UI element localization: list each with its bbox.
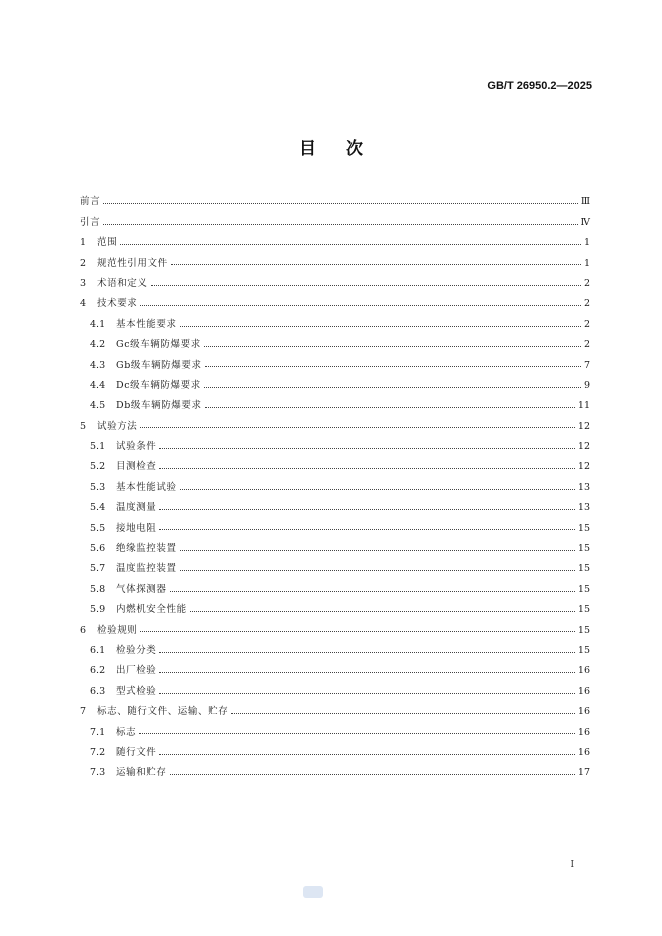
toc-entry-page: 1 <box>583 237 590 249</box>
toc-entry-page: 16 <box>577 665 590 677</box>
toc-entry[interactable] <box>80 514 590 534</box>
toc-entry-label: Gb级车辆防爆要求 <box>116 359 202 371</box>
toc-entry-page: 12 <box>577 441 590 453</box>
toc-entry-number: 5.5 <box>90 522 106 534</box>
toc-entry[interactable] <box>80 412 590 432</box>
toc-entry[interactable] <box>80 677 590 697</box>
toc-entry-number: 5.8 <box>90 583 106 595</box>
toc-entry-page: 2 <box>583 339 590 351</box>
dot-leader <box>120 235 581 245</box>
dot-leader <box>159 439 575 449</box>
toc-entry-page: 15 <box>577 522 590 534</box>
toc-entry-page: 2 <box>583 318 590 330</box>
dot-leader <box>140 296 581 306</box>
toc-entry-page: 17 <box>577 767 590 779</box>
toc-entry-label: 前言 <box>80 196 101 208</box>
dot-leader <box>231 704 575 714</box>
toc-entry-label: 型式检验 <box>116 685 157 697</box>
toc-entry[interactable] <box>80 535 590 555</box>
toc-entry-number: 1 <box>80 237 87 249</box>
watermark-logo <box>303 886 323 898</box>
toc-entry[interactable] <box>80 372 590 392</box>
toc-entry[interactable] <box>80 290 590 310</box>
toc-entry-label: 温度测量 <box>116 502 157 514</box>
toc-entry-label: 技术要求 <box>97 298 138 310</box>
toc-entry-number: 5.1 <box>90 441 106 453</box>
toc-entry[interactable] <box>80 555 590 575</box>
toc-entry-number: 3 <box>80 277 87 289</box>
toc-entry-label: 术语和定义 <box>97 277 148 289</box>
toc-entry[interactable] <box>80 392 590 412</box>
toc-entry-page: 16 <box>577 746 590 758</box>
toc-entry-label: 标志、随行文件、运输、贮存 <box>97 706 229 718</box>
toc-entry[interactable] <box>80 473 590 493</box>
toc-entry-number: 7.2 <box>90 746 106 758</box>
toc-entry[interactable] <box>80 616 590 636</box>
toc-entry-page: 1 <box>583 257 590 269</box>
toc-entry[interactable] <box>80 718 590 738</box>
toc-entry[interactable] <box>80 433 590 453</box>
dot-leader <box>140 622 575 632</box>
toc-entry-number: 6.3 <box>90 685 106 697</box>
toc-entry-number: 4.2 <box>90 339 106 351</box>
dot-leader <box>159 520 575 530</box>
toc-entry-label: 引言 <box>80 216 101 228</box>
toc-entry-number: 6.2 <box>90 665 106 677</box>
toc-entry-page: 15 <box>577 543 590 555</box>
toc-entry[interactable] <box>80 229 590 249</box>
dot-leader <box>170 582 575 592</box>
dot-leader <box>180 480 575 490</box>
dot-leader <box>170 765 575 775</box>
dot-leader <box>151 276 581 286</box>
toc-entry-number: 5.4 <box>90 502 106 514</box>
toc-entry-number: 4.4 <box>90 379 106 391</box>
toc-entry-label: 随行文件 <box>116 746 157 758</box>
dot-leader <box>180 561 575 571</box>
toc-entry-number: 4 <box>80 298 87 310</box>
toc-entry-page: 15 <box>577 563 590 575</box>
toc-entry-number: 4.3 <box>90 359 106 371</box>
toc-entry-number: 5.2 <box>90 461 106 473</box>
toc-entry-number: 5.6 <box>90 543 106 555</box>
toc-entry-page: 2 <box>583 298 590 310</box>
dot-leader <box>180 317 581 327</box>
toc-entry-label: 基本性能要求 <box>116 318 177 330</box>
toc-entry-number: 5.7 <box>90 563 106 575</box>
toc-entry-label: Dc级车辆防爆要求 <box>116 379 201 391</box>
toc-entry-page: 13 <box>577 502 590 514</box>
toc-entry-number: 4.1 <box>90 318 106 330</box>
toc-entry-label: 检验分类 <box>116 644 157 656</box>
toc-entry-page: 16 <box>577 726 590 738</box>
dot-leader <box>205 398 575 408</box>
toc-entry-label: 绝缘监控装置 <box>116 543 177 555</box>
toc-entry-label: 运输和贮存 <box>116 767 167 779</box>
toc-entry-page: 12 <box>577 461 590 473</box>
toc-entry-label: 目测检查 <box>116 461 157 473</box>
dot-leader <box>159 500 575 510</box>
toc-entry-number: 2 <box>80 257 87 269</box>
toc-entry-page: 16 <box>577 706 590 718</box>
toc-entry-number: 5.9 <box>90 604 106 616</box>
toc-entry[interactable] <box>80 575 590 595</box>
toc-entry[interactable] <box>80 637 590 657</box>
toc-entry-label: 范围 <box>97 237 118 249</box>
table-of-contents <box>80 188 590 779</box>
toc-entry-page: 2 <box>583 277 590 289</box>
toc-entry-label: Gc级车辆防爆要求 <box>116 339 201 351</box>
dot-leader <box>103 194 578 204</box>
toc-entry[interactable] <box>80 208 590 228</box>
dot-leader <box>190 602 575 612</box>
toc-entry-number: 6 <box>80 624 87 636</box>
dot-leader <box>180 541 575 551</box>
toc-entry[interactable] <box>80 270 590 290</box>
toc-entry[interactable] <box>80 596 590 616</box>
toc-entry-label: 气体探测器 <box>116 583 167 595</box>
dot-leader <box>159 459 575 469</box>
standard-code: GB/T 26950.2—2025 <box>487 80 592 92</box>
page-title: 目次 <box>299 139 393 159</box>
dot-leader <box>171 255 581 265</box>
toc-entry-label: 接地电阻 <box>116 522 157 534</box>
dot-leader <box>139 724 575 734</box>
toc-entry-label: 检验规则 <box>97 624 138 636</box>
toc-entry-label: 试验条件 <box>116 441 157 453</box>
toc-entry[interactable] <box>80 759 590 779</box>
dot-leader <box>103 215 577 225</box>
toc-entry-number: 7 <box>80 706 87 718</box>
toc-entry-page: 15 <box>577 624 590 636</box>
toc-entry[interactable] <box>80 331 590 351</box>
dot-leader <box>204 337 581 347</box>
toc-entry-label: 出厂检验 <box>116 665 157 677</box>
dot-leader <box>159 663 575 673</box>
toc-entry[interactable] <box>80 310 590 330</box>
toc-entry-label: 内燃机安全性能 <box>116 604 187 616</box>
toc-entry-page: 12 <box>577 420 590 432</box>
dot-leader <box>205 357 581 367</box>
dot-leader <box>140 418 575 428</box>
dot-leader <box>204 378 581 388</box>
toc-entry-label: 温度监控装置 <box>116 563 177 575</box>
toc-entry-page: 16 <box>577 685 590 697</box>
toc-entry[interactable] <box>80 351 590 371</box>
toc-entry-page: Ⅲ <box>580 196 590 208</box>
toc-entry-label: 规范性引用文件 <box>97 257 168 269</box>
toc-entry[interactable] <box>80 739 590 759</box>
dot-leader <box>159 745 575 755</box>
toc-entry-label: Db级车辆防爆要求 <box>116 400 202 412</box>
dot-leader <box>159 643 575 653</box>
toc-entry-label: 基本性能试验 <box>116 481 177 493</box>
toc-entry-page: 7 <box>583 359 590 371</box>
toc-entry[interactable] <box>80 657 590 677</box>
toc-entry-page: 15 <box>577 604 590 616</box>
toc-entry[interactable] <box>80 188 590 208</box>
toc-entry[interactable] <box>80 494 590 514</box>
toc-entry-page: 15 <box>577 644 590 656</box>
toc-entry-label: 试验方法 <box>97 420 138 432</box>
toc-entry-number: 5 <box>80 420 87 432</box>
toc-entry-page: Ⅳ <box>580 216 590 228</box>
toc-entry-page: 9 <box>583 379 590 391</box>
toc-entry-number: 5.3 <box>90 481 106 493</box>
toc-entry-label: 标志 <box>116 726 137 738</box>
toc-entry-number: 6.1 <box>90 644 106 656</box>
toc-entry-number: 7.1 <box>90 726 106 738</box>
toc-entry-number: 7.3 <box>90 767 106 779</box>
page-number: Ⅰ <box>570 860 574 870</box>
dot-leader <box>159 684 575 694</box>
toc-entry-page: 15 <box>577 583 590 595</box>
toc-entry[interactable] <box>80 698 590 718</box>
toc-entry-page: 13 <box>577 481 590 493</box>
toc-entry[interactable] <box>80 249 590 269</box>
toc-entry-page: 11 <box>577 400 590 412</box>
toc-entry[interactable] <box>80 453 590 473</box>
toc-entry-number: 4.5 <box>90 400 106 412</box>
